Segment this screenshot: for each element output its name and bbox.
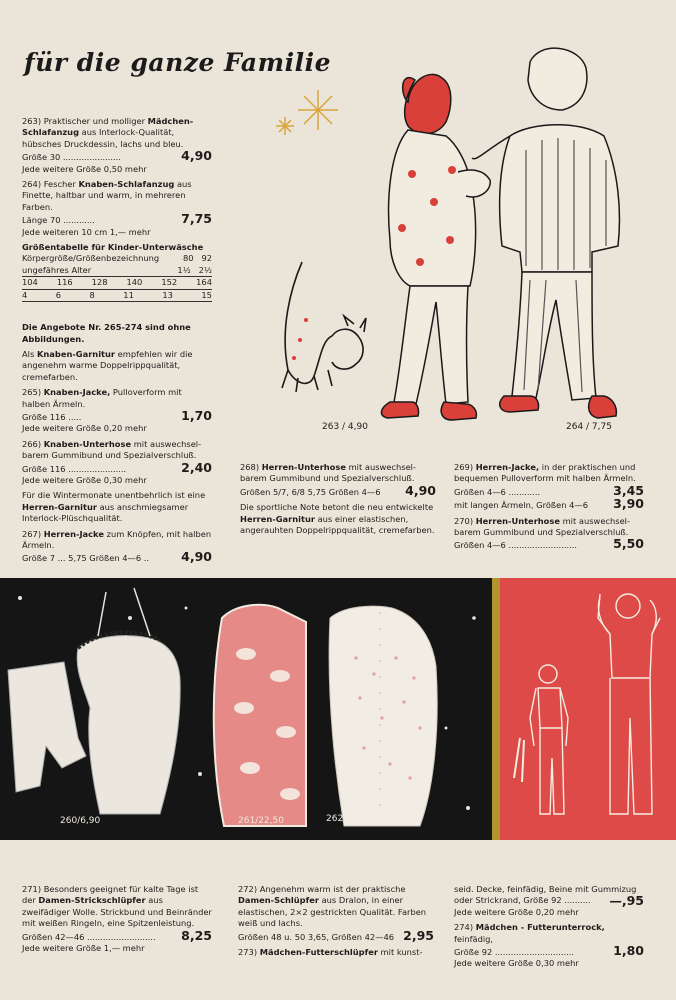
item-265	[22, 387, 212, 435]
item-271-note: Jede weitere Größe 1,— mehr	[22, 943, 145, 954]
item-271-price-row	[22, 927, 212, 943]
item-263-desc: aus Interlock-Qualität, hübsches Druckdessin, lachs und bleu.	[22, 127, 184, 149]
size-table-line2-label: ungefähres Alter	[22, 264, 92, 275]
sport-note	[240, 502, 436, 536]
item-266-price-row	[22, 459, 212, 475]
item-274-desc: feinfädig,	[454, 933, 494, 944]
item-273-price: —,95	[609, 893, 644, 909]
bottom-left-column	[22, 884, 212, 958]
item-266-note: Jede weitere Größe 0,30 mehr	[22, 474, 147, 485]
size-table-cell: 8	[89, 289, 95, 300]
size-table-cell: 152	[161, 277, 178, 288]
item-267-name: Herren-Jacke	[43, 528, 104, 539]
item-266	[22, 439, 212, 487]
men-underwear-sketch	[500, 578, 676, 840]
item-263-note: Jede weitere Größe 0,50 mehr	[22, 163, 147, 174]
item-270	[454, 516, 644, 552]
bottom-right-column	[454, 884, 644, 974]
item-273-desc: mit kunst-	[377, 947, 423, 958]
item-265-text: 265)	[22, 387, 44, 398]
product-photo-band	[0, 578, 676, 840]
item-274-size: Größe 92 ..............................	[454, 947, 575, 958]
item-263-name: Mädchen-Schlafanzug	[22, 116, 194, 138]
size-table-heights	[22, 277, 212, 289]
slip-garment	[77, 636, 180, 814]
item-265-note: Jede weitere Größe 0,20 mehr	[22, 423, 147, 434]
item-270-text: 270)	[454, 515, 476, 526]
size-table-cell: 13	[162, 289, 173, 300]
size-table-ages	[22, 290, 212, 302]
item-272-text: 272) Angenehm warm ist der praktische	[238, 884, 406, 894]
item-268-price: 4,90	[405, 482, 436, 498]
item-274-price: 1,80	[613, 943, 644, 959]
item-271-name: Damen-Strickschlüpfer	[38, 895, 146, 906]
item-274-text: 274)	[454, 922, 476, 933]
item-263	[22, 116, 212, 175]
item-268	[240, 462, 436, 498]
item-271-price: 8,25	[181, 927, 212, 943]
white-knit-jacket	[329, 606, 437, 826]
item-269-price: 3,45	[613, 482, 644, 498]
item-269-size: Größen 4—6 ............	[454, 486, 541, 497]
item-271	[22, 884, 212, 954]
caption-boy: 264 / 7,75	[566, 422, 612, 432]
item-268-text: 268)	[240, 462, 262, 472]
item-265-price: 1,70	[181, 407, 212, 423]
star-icon	[276, 90, 338, 135]
item-263-price: 4,90	[181, 148, 212, 164]
girl-illustration	[381, 74, 490, 420]
item-266-desc: mit auswechselbarem Gummibund und Spezialverschluß.	[22, 438, 202, 461]
item-272-size: Größen 48 u. 50 3,65, Größen 42—46	[238, 931, 395, 942]
size-table-cell: 15	[201, 289, 212, 300]
sport-c: aus einer elastischen, angerauhten Doppelrippqualität, cremefarben.	[240, 513, 435, 536]
size-table-line1	[22, 253, 212, 264]
item-268-name: Herren-Unterhose	[261, 462, 346, 472]
item-264-price: 7,75	[181, 211, 212, 227]
boy-illustration	[472, 48, 619, 418]
item-263-text: 263) Praktischer und molliger	[22, 116, 148, 126]
winter-note	[22, 490, 212, 524]
item-264	[22, 179, 212, 238]
item-266-name: Knaben-Unterhose	[43, 438, 132, 449]
item-265-name: Knaben-Jacke,	[43, 387, 111, 398]
item-271-size: Größen 42—46 ..........................	[22, 931, 156, 942]
item-268-price-row	[240, 482, 436, 498]
winter-b: Herren-Garnitur	[22, 501, 97, 512]
size-table-line2-v2: 2½	[198, 264, 212, 275]
item-273-start	[238, 947, 434, 958]
item-267-price: 4,90	[181, 549, 212, 565]
item-274	[454, 922, 644, 970]
size-table-line1-label: Körpergröße/Größenbezeichnung	[22, 253, 160, 264]
item-266-text: 266)	[22, 438, 44, 449]
offers-note: Die Angebote Nr. 265-274 sind ohne Abbildungen.	[22, 322, 191, 344]
caption-262: 262/12,75	[326, 814, 372, 824]
size-table-cell: 11	[123, 289, 134, 300]
sport-b: Herren-Garnitur	[240, 513, 315, 524]
item-270-name: Herren-Unterhose	[475, 515, 560, 526]
item-268-size: Größen 5/7, 6/8 5,75 Größen 4—6	[240, 486, 381, 497]
item-266-size: Größe 116 ......................	[22, 463, 127, 474]
knit-shorts	[8, 662, 86, 792]
caption-260: 260/6,90	[60, 816, 101, 826]
item-269	[454, 462, 644, 512]
item-272	[238, 884, 434, 943]
caption-girl: 263 / 4,90	[322, 422, 368, 432]
item-263-size: Größe 30 ......................	[22, 152, 121, 163]
item-270-size: Größen 4—6 ..........................	[454, 540, 578, 551]
item-264-text: 264) Fescher	[22, 179, 79, 190]
size-table-cell: 164	[196, 277, 212, 288]
item-270-desc: mit auswechselbarem Gummibund und Spezialverschluß.	[454, 515, 630, 538]
bottom-middle-column	[238, 884, 434, 962]
size-table	[22, 242, 212, 302]
item-274-price-row	[454, 945, 644, 958]
item-265-desc: Pulloverform mit halben Ärmeln.	[22, 387, 182, 409]
garment-photo	[0, 578, 492, 840]
black-photo-panel	[0, 578, 492, 840]
size-table-cell: 4	[22, 289, 28, 300]
item-264-size: Länge 70 ............	[22, 215, 95, 226]
item-269-name: Herren-Jacke,	[475, 462, 540, 472]
garnitur-intro	[22, 349, 212, 383]
gold-divider-strip	[492, 578, 500, 840]
size-table-line1-v1: 80	[182, 253, 194, 264]
item-273-note: Jede weitere Größe 0,20 mehr	[454, 906, 579, 917]
size-table-line1-v2: 92	[201, 253, 212, 264]
item-267-size: Größe 7 ... 5,75 Größen 4—6 ..	[22, 553, 150, 564]
item-269-text: 269)	[454, 462, 476, 472]
item-265-price-row	[22, 407, 212, 423]
right-column	[454, 462, 644, 556]
size-table-cell: 140	[126, 277, 143, 288]
item-268-desc: mit auswechselbarem Gummibund und Spezialverschluß.	[240, 462, 416, 484]
item-274-note: Jede weitere Größe 0,30 mehr	[454, 958, 579, 969]
page-title: für die ganze Familie	[24, 48, 331, 77]
item-269-price-row-2	[454, 498, 644, 511]
cat-illustration	[282, 262, 366, 392]
item-267-price-row	[22, 551, 212, 564]
size-table-line2-v1: 1½	[177, 264, 191, 275]
size-table-line2	[22, 265, 212, 277]
winter-a: Für die Wintermonate unentbehrlich ist eine	[22, 490, 206, 501]
item-274-name: Mädchen - Futterunterrock,	[475, 922, 605, 933]
item-267-desc: zum Knöpfen, mit halben Ärmeln.	[22, 528, 212, 550]
size-table-cell: 6	[55, 289, 62, 300]
item-273-text: 273)	[238, 947, 260, 958]
children-illustration	[240, 40, 670, 440]
left-column	[22, 116, 212, 569]
item-271-desc: aus zweifädiger Wolle. Strickbund und Beinränder mit weißen Ringeln, eine Spitzenleistung.	[22, 895, 212, 929]
item-265-size: Größe 116 .....	[22, 411, 82, 422]
winter-c: aus anschmiegsamer Interlock-Plüschqualität.	[22, 501, 189, 524]
item-270-price: 5,50	[613, 536, 644, 552]
item-272-price-row	[238, 927, 434, 943]
middle-column	[240, 462, 436, 540]
garnitur-intro-b: Knaben-Garnitur	[36, 348, 116, 359]
item-264-note: Jede weiteren 10 cm 1,— mehr	[22, 226, 151, 237]
item-263-price-row	[22, 150, 212, 163]
item-267-text: 267)	[22, 528, 44, 539]
item-273-continued: seid. Decke, feinfädig, Beine mit Gummizug oder Strickrand, Größe 92 ..........	[454, 884, 637, 906]
item-272-name: Damen-Schlüpfer	[238, 895, 319, 906]
item-266-price: 2,40	[181, 459, 212, 475]
item-273-name: Mädchen-Futterschlüpfer	[259, 947, 378, 958]
item-273-cont	[454, 884, 644, 918]
item-269-size-2: mit langen Ärmeln, Größen 4—6	[454, 500, 588, 511]
red-illustration-panel	[500, 578, 676, 840]
item-269-desc: in der praktischen und bequemen Pulloverform mit halben Ärmeln.	[454, 462, 636, 484]
garnitur-intro-a: Als	[22, 348, 37, 359]
item-264-name: Knaben-Schlafanzug	[78, 179, 175, 190]
item-271-text: 271) Besonders geeignet für kalte Tage ist der	[22, 884, 199, 906]
item-269-price-2: 3,90	[613, 496, 644, 512]
size-table-cell: 116	[56, 277, 73, 288]
item-267	[22, 529, 212, 565]
sport-a: Die sportliche Note betont die neu entwickelte	[240, 502, 434, 513]
item-272-desc: aus Dralon, in einer elastischen, 2×2 gestrickten Qualität. Farben weiß und lachs.	[238, 895, 427, 929]
caption-261: 261/22,50	[238, 816, 284, 826]
item-272-price: 2,95	[403, 927, 434, 943]
item-264-desc: aus Finette, haltbar und warm, in mehreren Farben.	[22, 179, 192, 212]
size-table-heading: Größentabelle für Kinder-Unterwäsche	[22, 242, 204, 253]
size-table-cell: 128	[91, 277, 108, 288]
garnitur-intro-c: empfehlen wir die angenehm warme Doppelrippqualität, cremefarben.	[22, 348, 193, 382]
item-270-price-row	[454, 538, 644, 551]
size-table-cell: 104	[22, 277, 38, 288]
item-264-price-row	[22, 213, 212, 226]
